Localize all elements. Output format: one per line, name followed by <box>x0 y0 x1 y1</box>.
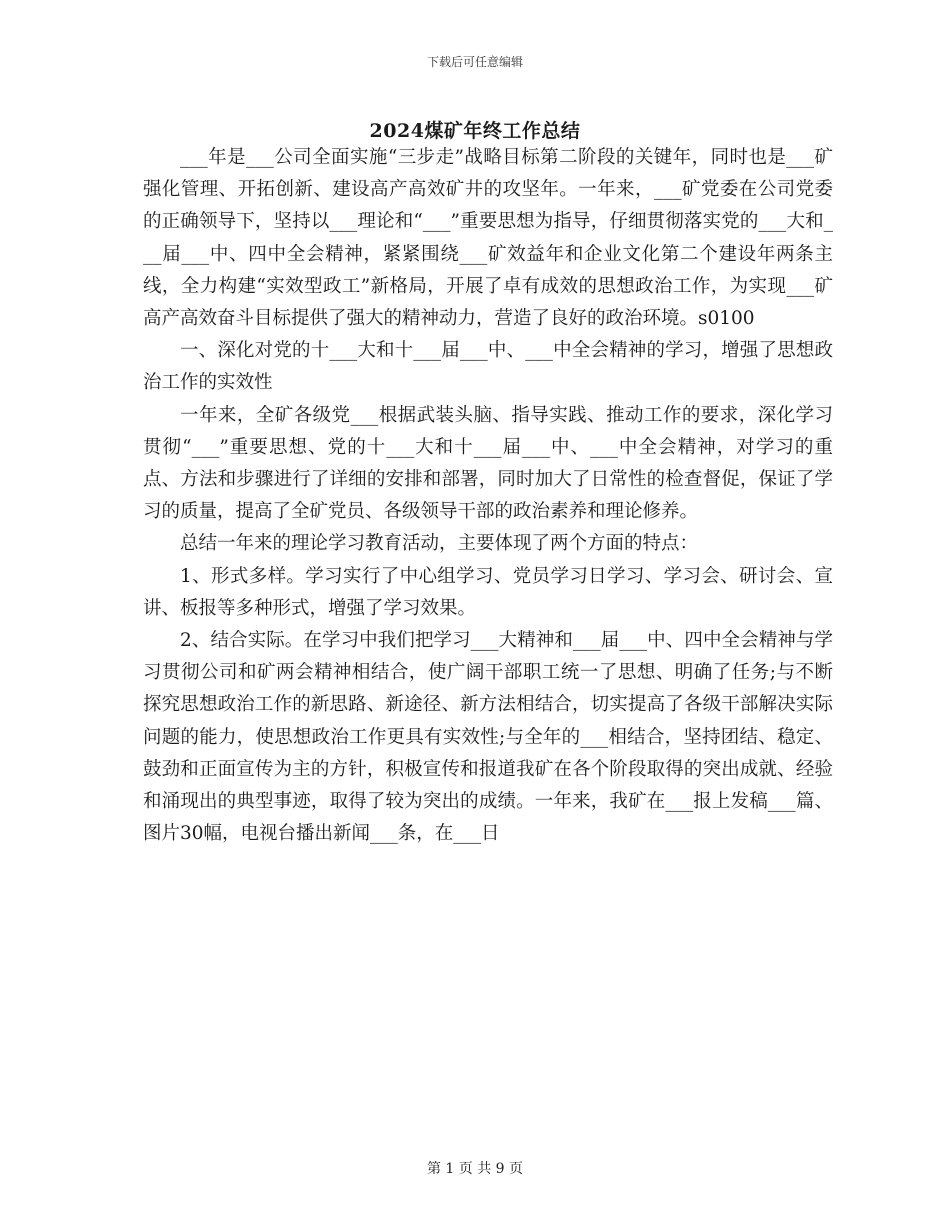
page-header-note: 下载后可任意编辑 <box>426 55 523 69</box>
list-item-2: 2、结合实际。在学习中我们把学习___大精神和___届___中、四中全会精神与学习贯彻公司和矿两会精神相结合，使广阔干部职工统一了思想、明确了任务;与不断探究思想政治工作的新思路、新途径、新方法相结合，切实提高了各级干部解决实际问题的能力，使思想政治工作更具有实效性;与全年的___相结合，坚持团结、稳定、鼓劲和正面宣传为主的方针，积极宣传和报道我矿在各个阶段取得的突出成就、经验和涌现出的典型事迹，取得了较为突出的成绩。一年来，我矿在___报上发稿___篇、图片30幅，电视台播出新闻___条，在___日 <box>143 630 833 845</box>
document-title: 2024煤矿年终工作总结 <box>369 120 581 142</box>
paragraph-summary: 总结一年来的理论学习教育活动，主要体现了两个方面的特点： <box>180 533 699 555</box>
paragraph-intro: ___年是___公司全面实施“三步走”战略目标第二阶段的关键年，同时也是___矿强化管理、开拓创新、建设高产高效矿井的攻坚年。一年来，___矿党委在公司党委的正确领导下，坚持以___理论和“___”重要思想为指导，仔细贯彻落实党的___大和___届___中、四中全会精神，紧紧围绕___矿效益年和企业文化第二个建设年两条主线，全力构建“实效型政工”新格局，开展了卓有成效的思想政治工作，为实现___矿高产高效奋斗目标提供了强大的精神动力，营造了良好的政治环境。s0100 <box>143 147 833 330</box>
list-item-1: 1、形式多样。学习实行了中心组学习、党员学习日学习、学习会、研讨会、宣讲、板报等多种形式，增强了学习效果。 <box>143 565 833 619</box>
section-heading-1: 一、深化对党的十___大和十___届___中、___中全会精神的学习，增强了思想政治工作的实效性 <box>143 340 833 394</box>
page-footer-number: 第 1 页 共 9 页 <box>426 1161 524 1177</box>
paragraph-study: 一年来，全矿各级党___根据武装头脑、指导实践、推动工作的要求，深化学习贯彻“___”重要思想、党的十___大和十___届___中、___中全会精神，对学习的重点、方法和步骤进行了详细的安排和部署，同时加大了日常性的检查督促，保证了学习的质量，提高了全矿党员、各级领导干部的政治素养和理论修养。 <box>143 404 833 523</box>
document-body <box>143 142 833 850</box>
